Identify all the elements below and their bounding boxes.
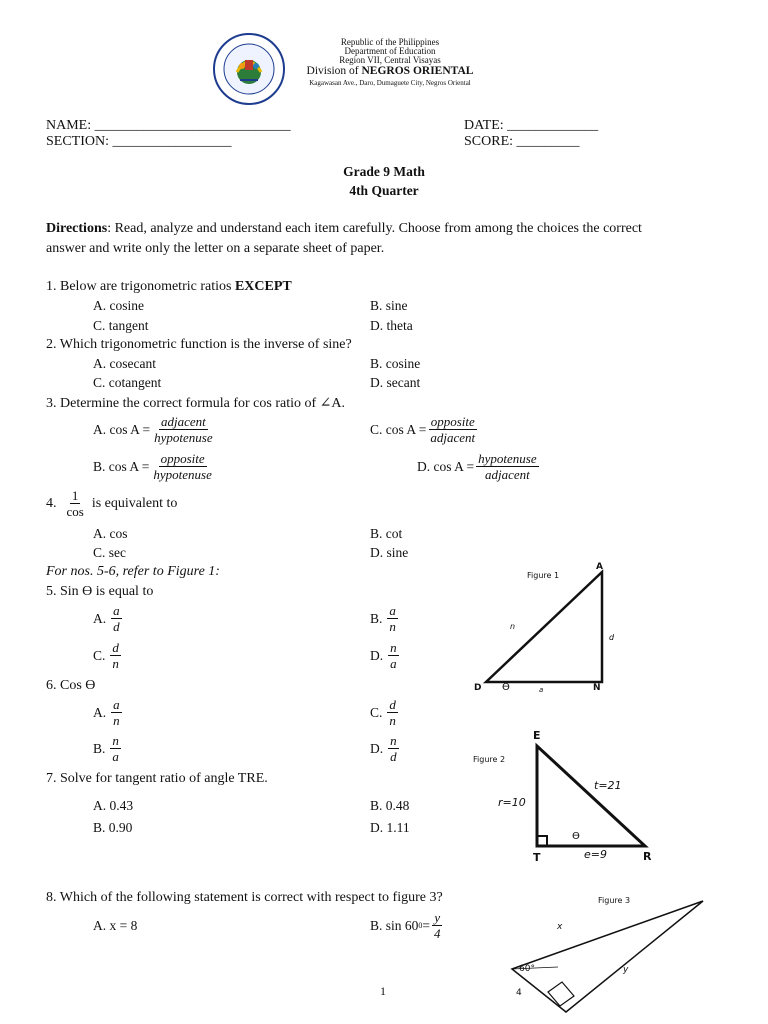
header-line-department: Department of Education — [344, 46, 436, 56]
q6-choice-c[interactable]: C. $\frac{d}{n}$ — [370, 697, 396, 728]
figure-1 — [470, 562, 630, 697]
q2-choice-b[interactable]: B. cosine — [370, 356, 421, 371]
figure-2-vertex-r: R — [643, 850, 652, 863]
q4-stem: 4. $\frac{1}{\cos}$ is equivalent to — [46, 488, 178, 519]
q7-choice-b[interactable]: B. 0.48 — [370, 798, 410, 813]
figure-3-side-y: y — [623, 965, 629, 975]
figure-1-side-n: n — [510, 622, 516, 631]
section-field[interactable]: SECTION: _________________ — [46, 134, 232, 149]
q7-choice-d[interactable]: D. 1.11 — [370, 820, 410, 835]
score-field[interactable]: SCORE: _________ — [464, 134, 580, 149]
q1-stem: 1. Below are trigonometric ratios EXCEPT — [46, 279, 292, 294]
figure-1-theta: Ө — [502, 682, 510, 693]
q7-choice-a[interactable]: A. 0.43 — [93, 798, 134, 813]
title-quarter: 4th Quarter — [349, 183, 419, 198]
q1-choice-b[interactable]: B. sine — [370, 298, 408, 313]
q3-c-fraction: $\frac{\text{opposite}}{\text{adjacent}}$ — [430, 414, 476, 445]
q1-choice-c[interactable]: C. tangent — [93, 318, 149, 333]
q6-stem: 6. Cos Ө — [46, 678, 96, 693]
directions-line2: answer and write only the letter on a separate sheet of paper. — [46, 241, 385, 256]
directions-line1: Directions: Read, analyze and understand each item carefully. Choose from among the choices the correct — [46, 221, 642, 236]
q5-a-fraction: $\frac{a}{d}$ — [113, 603, 120, 634]
figure-2-theta: Ө — [572, 831, 580, 842]
q5-d-fraction: $\frac{n}{a}$ — [390, 640, 397, 671]
figure-3-right-angle — [548, 982, 574, 1006]
figure-1-triangle — [486, 572, 602, 682]
figure-2-vertex-t: T — [533, 851, 541, 864]
q8-choice-b[interactable]: B. sin 60 0 = $\frac{y}{4}$ — [370, 910, 441, 941]
q2-stem: 2. Which trigonometric function is the inverse of sine? — [46, 337, 352, 352]
q5-stem: 5. Sin Ө is equal to — [46, 584, 154, 599]
q4-choice-d[interactable]: D. sine — [370, 545, 409, 560]
figure-1-side-a: a — [539, 686, 544, 694]
date-field[interactable]: DATE: _____________ — [464, 118, 599, 133]
figure-3-side-4: 4 — [516, 988, 522, 998]
q4-choice-a[interactable]: A. cos — [93, 526, 128, 541]
figure-1-vertex-a: A — [596, 562, 603, 572]
q3-stem: 3. Determine the correct formula for cos ratio of ∠A. — [46, 396, 346, 411]
q6-choice-d[interactable]: D. $\frac{n}{d}$ — [370, 733, 397, 764]
figure-3-caption: Figure 3 — [598, 896, 631, 905]
q2-choice-c[interactable]: C. cotangent — [93, 375, 162, 390]
figure-1-caption: Figure 1 — [527, 571, 560, 580]
q3-choice-a[interactable]: A. cos A = $\frac{\text{adjacent}}{\text{hypotenuse}}$ — [93, 414, 213, 445]
q4-fraction: $\frac{1}{\cos}$ — [66, 488, 84, 519]
figure-1-side-d: d — [609, 633, 615, 642]
q8-choice-a[interactable]: A. x = 8 — [93, 918, 138, 933]
figure-2-side-r: r=10 — [498, 796, 526, 809]
q3-b-fraction: $\frac{\text{opposite}}{\text{hypotenuse}}$ — [153, 451, 212, 482]
page-number: 1 — [380, 984, 386, 998]
figure-2-side-t: t=21 — [594, 779, 622, 792]
q5-choice-c[interactable]: C. $\frac{d}{n}$ — [93, 640, 119, 671]
figure-2-caption: Figure 2 — [473, 755, 506, 764]
q6-c-fraction: $\frac{d}{n}$ — [389, 697, 396, 728]
q2-choice-d[interactable]: D. secant — [370, 375, 421, 390]
q4-choice-b[interactable]: B. cot — [370, 526, 403, 541]
q5-choice-b[interactable]: B. $\frac{a}{n}$ — [370, 603, 396, 634]
q7-choice-c[interactable]: B. 0.90 — [93, 820, 133, 835]
q4-choice-c[interactable]: C. sec — [93, 545, 126, 560]
q5-choice-a[interactable]: A. $\frac{a}{d}$ — [93, 603, 120, 634]
figure-3-triangle — [512, 901, 703, 1012]
q5-c-fraction: $\frac{d}{n}$ — [112, 640, 119, 671]
header-division: Division of NEGROS ORIENTAL — [306, 65, 474, 77]
q6-b-fraction: $\frac{n}{a}$ — [112, 733, 119, 764]
q5-choice-d[interactable]: D. $\frac{n}{a}$ — [370, 640, 397, 671]
note-nos-5-6: For nos. 5-6, refer to Figure 1: — [46, 564, 220, 579]
figure-2 — [525, 738, 655, 853]
figure-1-vertex-d: D — [474, 683, 482, 693]
header-line-republic: Republic of the Philippines — [340, 37, 440, 47]
header-address: Kagawasan Ave., Daro, Dumaguete City, Negros Oriental — [309, 79, 471, 87]
figure-3-side-x: x — [557, 922, 563, 932]
q8-b-fraction: $\frac{y}{4}$ — [434, 910, 441, 941]
q8-stem: 8. Which of the following statement is correct with respect to figure 3? — [46, 890, 443, 905]
q3-choice-d[interactable]: D. cos A = $\frac{\text{hypotenuse}}{\text{adjacent}}$ — [417, 451, 537, 482]
q2-choice-a[interactable]: A. cosecant — [93, 356, 156, 371]
q6-choice-b[interactable]: B. $\frac{n}{a}$ — [93, 733, 119, 764]
title-grade: Grade 9 Math — [343, 164, 425, 179]
q3-a-fraction: $\frac{\text{adjacent}}{\text{hypotenuse}}$ — [154, 414, 213, 445]
figure-3-angle-60: 60° — [519, 964, 535, 974]
q3-choice-c[interactable]: C. cos A = $\frac{\text{opposite}}{\text{adjacent}}$ — [370, 414, 476, 445]
figure-2-vertex-e: E — [533, 729, 541, 742]
q3-choice-b[interactable]: B. cos A = $\frac{\text{opposite}}{\text{hypotenuse}}$ — [93, 451, 212, 482]
q6-choice-a[interactable]: A. $\frac{a}{n}$ — [93, 697, 120, 728]
figure-2-side-e: e=9 — [584, 848, 607, 861]
q5-b-fraction: $\frac{a}{n}$ — [389, 603, 396, 634]
figure-3 — [500, 895, 710, 1015]
q1-choice-a[interactable]: A. cosine — [93, 298, 144, 313]
q6-a-fraction: $\frac{a}{n}$ — [113, 697, 120, 728]
q3-d-fraction: $\frac{\text{hypotenuse}}{\text{adjacent}}$ — [478, 451, 537, 482]
name-field[interactable]: NAME: ____________________________ — [46, 118, 291, 133]
q7-stem: 7. Solve for tangent ratio of angle TRE. — [46, 771, 268, 786]
figure-1-vertex-n: N — [593, 683, 601, 693]
q1-choice-d[interactable]: D. theta — [370, 318, 413, 333]
header-line-region: Region VII, Central Visayas — [339, 55, 441, 65]
q6-d-fraction: $\frac{n}{d}$ — [390, 733, 397, 764]
figure-2-triangle — [537, 746, 645, 846]
